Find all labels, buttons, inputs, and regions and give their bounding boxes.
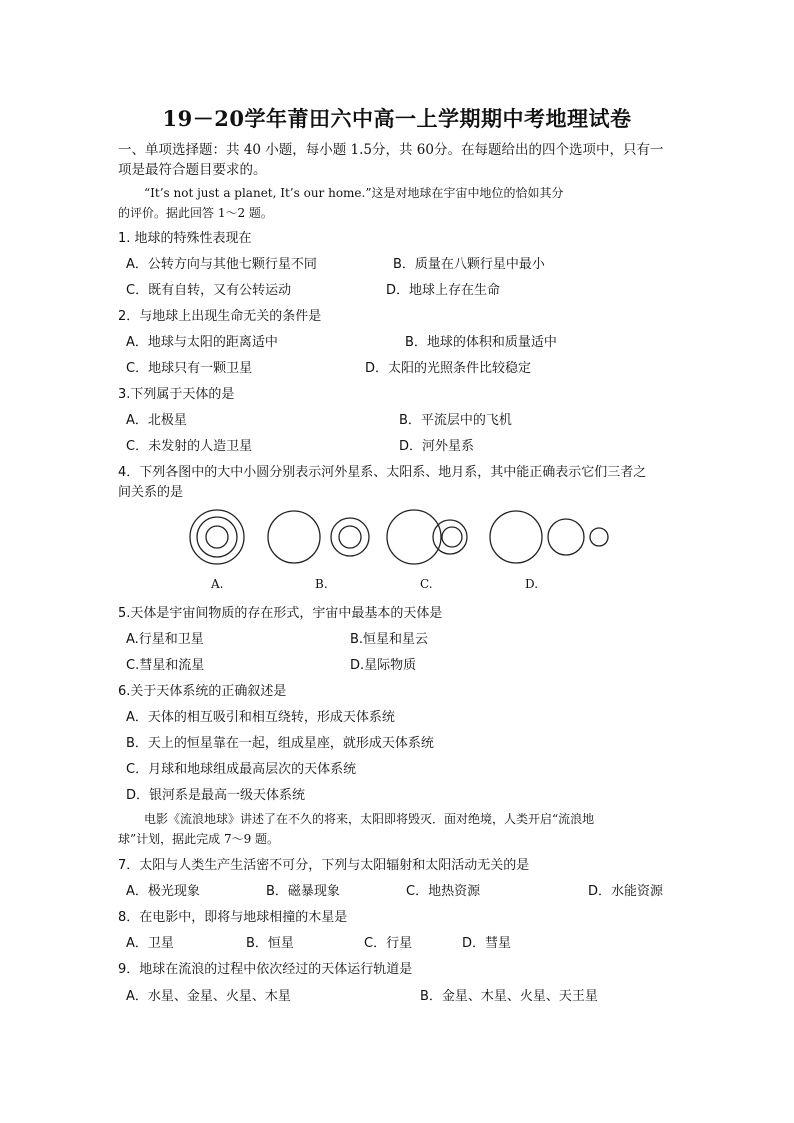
question-5-option-c: C.彗星和流星 [126,658,205,673]
question-2-option-c: C．地球只有一颗卫星 [126,361,253,376]
question-3-stem: 3.下列属于天体的是 [118,387,235,402]
diagram-label-b: B. [315,577,328,591]
question-9-option-b: B．金星、木星、火星、天王星 [420,989,598,1004]
question-5-option-a: A.行星和卫星 [126,632,204,647]
question-7-stem: 7．太阳与人类生产生活密不可分，下列与太阳辐射和太阳活动无关的是 [118,858,530,873]
question-8-option-a: A．卫星 [126,936,174,951]
question-6-option-b: B．天上的恒星靠在一起，组成星座，就形成天体系统 [126,736,434,751]
question-3-option-d: D．河外星系 [399,439,475,454]
question-5-option-d: D.星际物质 [350,658,417,673]
section-instructions-line2: 项是最符合题目要求的。 [118,162,267,178]
question-4-stem-line1: 4．下列各图中的大中小圆分别表示河外星系、太阳系、地月系，其中能正确表示它们三者之 [118,465,647,480]
diagram-label-a: A. [211,577,224,591]
intro-passage-line1: “It’s not just a planet, It’s our home.”这是对地球在宇宙中地位的恰如其分 [144,186,564,200]
question-3-option-a: A．北极星 [126,413,187,428]
diagram-option-d [490,511,608,563]
question-8-option-d: D．彗星 [462,936,512,951]
question-6-option-c: C．月球和地球组成最高层次的天体系统 [126,762,357,777]
question-2-option-a: A．地球与太阳的距离适中 [126,335,278,350]
question-1-option-d: D．地球上存在生命 [386,283,501,298]
question-6-option-a: A．天体的相互吸引和相互绕转，形成天体系统 [126,710,395,725]
question-2-option-d: D．太阳的光照条件比较稳定 [365,361,532,376]
page-title: 19－20学年莆田六中高一上学期期中考地理试卷 [162,106,632,131]
question-5-option-b: B.恒星和星云 [350,632,429,647]
diagram-option-a [190,510,244,564]
question-6-stem: 6.关于天体系统的正确叙述是 [118,684,287,699]
intro-passage-line2: 的评价。据此回答 1～2 题。 [118,206,273,220]
intro-passage2-line2: 球”计划，据此完成 7～9 题。 [118,832,280,846]
diagram-label-c: C. [420,577,433,591]
diagram-label-d: D. [525,577,539,591]
question-1-option-a: A．公转方向与其他七颗行星不同 [126,257,317,272]
question-1-stem: 1. 地球的特殊性表现在 [118,231,252,246]
section-instructions-line1: 一、单项选择题：共 40 小题，每小题 1.5分，共 60分。在每题给出的四个选项中，只有一 [118,142,664,158]
question-7-option-b: B．磁暴现象 [266,884,340,899]
question-2-option-b: B．地球的体积和质量适中 [405,335,557,350]
question-1-option-b: B．质量在八颗行星中最小 [393,257,545,272]
question-3-option-c: C．未发射的人造卫星 [126,439,253,454]
question-2-stem: 2．与地球上出现生命无关的条件是 [118,309,322,324]
question-1-option-c: C．既有自转，又有公转运动 [126,283,292,298]
question-8-option-b: B．恒星 [246,936,294,951]
intro-passage2-line1: 电影《流浪地球》讲述了在不久的将来，太阳即将毁灭．面对绝境，人类开启“流浪地 [144,812,595,826]
diagram-option-b [268,511,369,563]
question-6-option-d: D．银河系是最高一级天体系统 [126,788,306,803]
question-9-stem: 9．地球在流浪的过程中依次经过的天体运行轨道是 [118,962,413,977]
question-5-stem: 5.天体是宇宙间物质的存在形式，宇宙中最基本的天体是 [118,606,443,621]
question-7-option-c: C．地热资源 [406,884,481,899]
diagram-option-c [387,510,467,564]
question-3-option-b: B．平流层中的飞机 [399,413,512,428]
question-4-stem-line2: 间关系的是 [118,485,184,500]
question-7-option-d: D．水能资源 [588,884,664,899]
circle-diagram [180,505,620,575]
question-8-option-c: C．行星 [364,936,413,951]
question-7-option-a: A．极光现象 [126,884,200,899]
circle-diagram-figure [180,505,620,605]
question-8-stem: 8．在电影中，即将与地球相撞的木星是 [118,910,348,925]
question-9-option-a: A．水星、金星、火星、木星 [126,989,291,1004]
